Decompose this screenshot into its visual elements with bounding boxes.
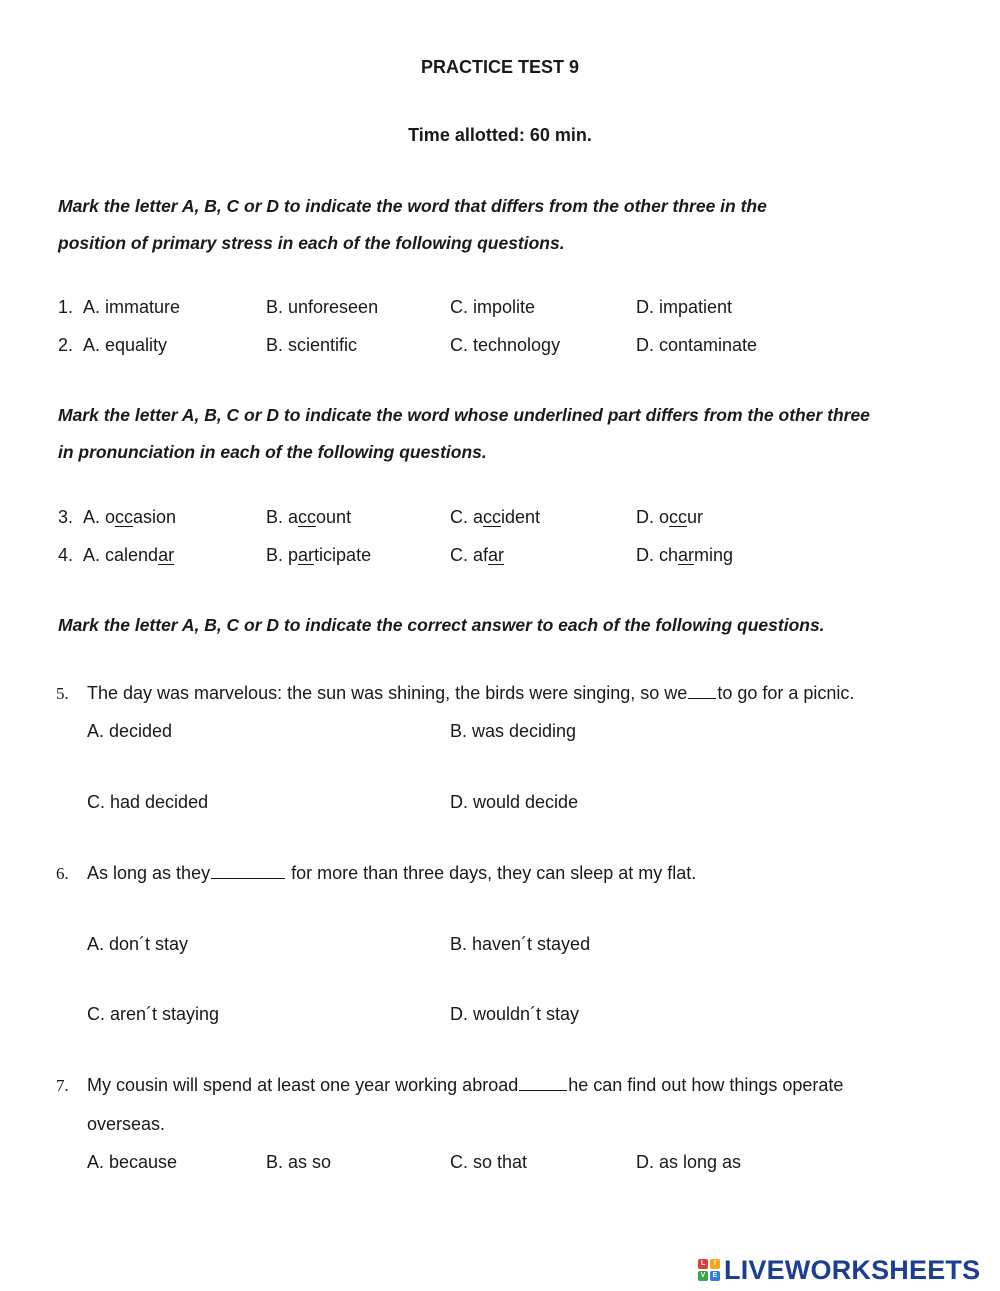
question-2-option-b[interactable]: B. scientific [266,335,358,355]
section-1-instruction-line-2: position of primary stress in each of the following questions. [58,233,565,253]
underlined-part: ar [678,545,695,565]
logo-letter: L [698,1259,708,1269]
stem-text: for more than three days, they can sleep at my flat. [286,863,697,883]
question-5-option-b[interactable]: B. was deciding [450,721,577,741]
option-text: ur [687,507,704,527]
question-3-number: 3. [58,507,74,527]
liveworksheets-logo [698,1254,980,1286]
underlined-part: cc [483,507,502,527]
question-2-option-a[interactable]: A. equality [83,335,168,355]
question-3-option-b[interactable] [266,507,351,528]
underlined-part: cc [115,507,134,527]
stem-text: The day was marvelous: the sun was shining, the birds were singing, so we [87,683,688,703]
question-5-number: 5. [56,684,69,703]
question-4-number: 4. [58,545,74,565]
question-7-option-b[interactable]: B. as so [266,1152,332,1172]
question-2-option-c[interactable]: C. technology [450,335,561,355]
question-7-stem-line-2: overseas. [87,1114,166,1134]
question-3-option-a[interactable] [83,507,176,528]
option-text: B. a [266,507,299,527]
question-4-option-b[interactable] [266,545,371,566]
page-title: PRACTICE TEST 9 [420,57,580,77]
time-allotted: Time allotted: 60 min. [408,125,592,145]
question-5-option-a[interactable]: A. decided [87,721,173,741]
option-text: A. o [83,507,116,527]
option-text: D. o [636,507,670,527]
question-3-option-c[interactable] [450,507,540,528]
question-1-option-a[interactable]: A. immature [83,297,181,317]
question-1-option-c[interactable]: C. impolite [450,297,536,317]
question-7-number: 7. [56,1076,69,1095]
question-6-option-d[interactable]: D. wouldn´t stay [450,1004,580,1024]
question-6-option-b[interactable]: B. haven´t stayed [450,934,591,954]
stem-text: he can find out how things operate [568,1075,844,1095]
question-2-option-d[interactable]: D. contaminate [636,335,758,355]
underlined-part: ar [488,545,505,565]
question-1-option-d[interactable]: D. impatient [636,297,733,317]
question-4-option-d[interactable] [636,545,733,566]
option-text: ticipate [314,545,372,565]
logo-letter: I [710,1259,720,1269]
option-text: ming [694,545,734,565]
option-text: A. calend [83,545,159,565]
question-6-stem [87,863,696,884]
option-text: ount [316,507,352,527]
option-text: ident [501,507,541,527]
underlined-part: ar [298,545,315,565]
question-5-option-d[interactable]: D. would decide [450,792,579,812]
question-5-stem [87,683,854,704]
question-6-option-c[interactable]: C. aren´t staying [87,1004,220,1024]
option-text: C. af [450,545,489,565]
answer-blank[interactable] [211,864,285,879]
question-5-option-c[interactable]: C. had decided [87,792,209,812]
option-text: B. p [266,545,299,565]
question-7-option-d[interactable]: D. as long as [636,1152,742,1172]
question-7-option-a[interactable]: A. because [87,1152,178,1172]
section-3-instruction: Mark the letter A, B, C or D to indicate the correct answer to each of the following questions. [58,615,825,635]
option-text: asion [133,507,177,527]
section-2-instruction-line-2: in pronunciation in each of the following questions. [58,442,487,462]
question-1-number: 1. [58,297,74,317]
section-1-instruction-line-1: Mark the letter A, B, C or D to indicate the word that differs from the other three in the [58,196,767,216]
underlined-part: cc [298,507,317,527]
option-text: C. a [450,507,484,527]
underlined-part: cc [669,507,688,527]
stem-text: As long as they [87,863,211,883]
logo-text: LIVEWORKSHEETS [724,1254,981,1285]
stem-text: to go for a picnic. [717,683,855,703]
question-7-option-c[interactable]: C. so that [450,1152,528,1172]
answer-blank[interactable] [688,684,716,699]
option-text: D. ch [636,545,679,565]
question-2-number: 2. [58,335,74,355]
question-6-option-a[interactable]: A. don´t stay [87,934,189,954]
section-2-instruction-line-1: Mark the letter A, B, C or D to indicate the word whose underlined part differs from the other three [58,405,870,425]
question-1-option-b[interactable]: B. unforeseen [266,297,379,317]
logo-mark-icon [698,1259,720,1281]
question-4-option-c[interactable] [450,545,504,566]
logo-letter: V [698,1271,708,1281]
stem-text: My cousin will spend at least one year working abroad [87,1075,519,1095]
question-3-option-d[interactable] [636,507,703,528]
logo-letter: E [710,1271,720,1281]
question-4-option-a[interactable] [83,545,174,566]
answer-blank[interactable] [519,1076,567,1091]
underlined-part: ar [158,545,175,565]
question-6-number: 6. [56,864,69,883]
question-7-stem [87,1075,843,1096]
